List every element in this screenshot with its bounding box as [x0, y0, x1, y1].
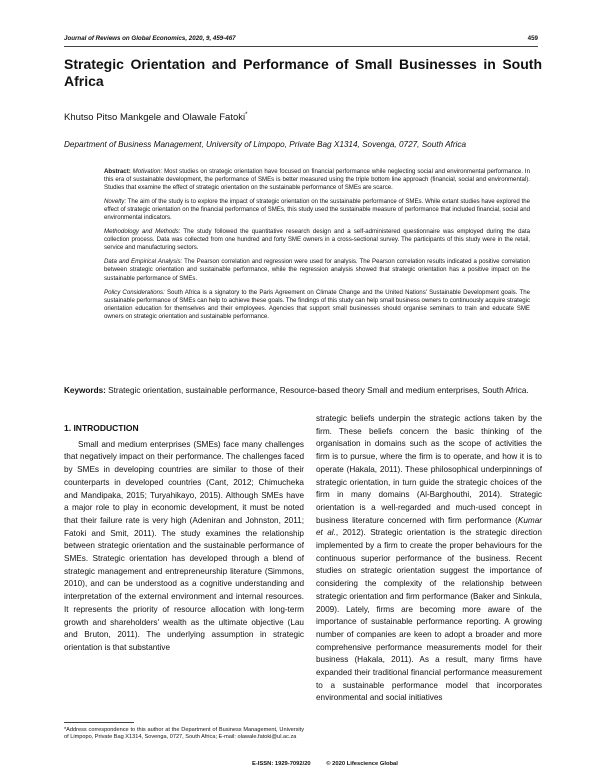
journal-citation: Journal of Reviews on Global Economics, 2020, 9, 459-467: [64, 35, 236, 42]
policy-label: Policy Considerations:: [104, 288, 165, 296]
author-names: Khutso Pitso Mankgele and Olawale Fatoki: [64, 112, 246, 124]
right-column: [316, 413, 542, 705]
header-divider: [64, 46, 538, 47]
keywords-label: Keywords:: [64, 386, 106, 395]
affiliation: Department of Business Management, University of Limpopo, Private Bag X1314, Sovenga, 0727, South Africa: [64, 140, 467, 149]
methods-label: Methodology and Methods:: [104, 228, 181, 236]
body-text-b: , 2012). Strategic orientation is the strategic direction implemented by a firm to create the proper behaviours for the continuous superior performance of the business. Recent studies on strategic orientation suggest the importance of considering the complexity of the relationship between strategic orientation and firm performance (Baker and Sinkula, 2009). Lately, firms are becoming more aware of the importance of sustainable performance reporting. A growing number of companies are keen to adopt a broader and more comprehensive performance measurements model for their business (Hakala, 2011). As a result, many firms have expanded their traditional financial performance measurement to a sustainable performance model that incorporates environmental and social initiatives: [316, 528, 542, 703]
novelty-text: The aim of the study is to explore the impact of strategic orientation on the sustainable performance of SMEs. While extant studies have explored the effect of strategic orientation on the financial performance of SMEs, this study used the sustainable measure of performance that included financial, social and environmental indicators.: [104, 198, 530, 222]
author-line: [64, 112, 247, 123]
novelty-label: Novelty:: [104, 198, 127, 206]
abstract-policy: [104, 289, 530, 321]
methods-text: The study followed the quantitative research design and a self-administered questionnaire was employed during the data collection process. Data was collected from one hundred and forty SME owners in a cross-sectional survey. The participants of this study were in the retail, service and manufacturing sectors.: [104, 228, 530, 252]
citation-italic: Kumar et al.: [316, 515, 542, 538]
running-header: [64, 35, 538, 42]
left-column: [64, 422, 304, 655]
correspondence-footnote: *Address correspondence to this author at the Department of Business Management, University of Limpopo, Private Bag X1314, Sovenga, 0727, South Africa; E-mail: olawale.fatoki@ul.ac.za: [64, 727, 304, 741]
body-text-a: strategic beliefs underpin the strategic actions taken by the firm. These beliefs concern the basic thinking of the organisation in domains such as the scope of activities the firm is to pursue, where the firm is to operate, and how it is to operate (Hakala, 2011). These philosophical underpinnings of strategic orientation, in turn guide the strategic choices of the firm in many domains (Al-Barghouthi, 2014). Strategic orientation is a well-regarded and much-used concept in business literature concerned with firm performance (: [316, 414, 542, 525]
keywords-text: Strategic orientation, sustainable performance, Resource-based theory Small and medium enterprises, South Africa.: [108, 386, 529, 395]
issn: E-ISSN: 1929-7092/20: [252, 761, 311, 767]
motivation-label: Motivation:: [132, 168, 163, 175]
section-heading: 1. INTRODUCTION: [64, 423, 139, 433]
abstract-methods: [104, 228, 530, 252]
corresponding-author-mark: *: [245, 112, 248, 118]
footnote-divider: [64, 722, 134, 723]
abstract-label: Abstract:: [104, 168, 131, 175]
abstract-motivation: [104, 168, 530, 192]
abstract-data-analysis: [104, 258, 530, 282]
data-analysis-label: Data and Empirical Analysis:: [104, 258, 183, 266]
body-paragraph-continued: [316, 413, 542, 705]
motivation-text: Most studies on strategic orientation have focused on financial performance while neglecting social and environmental performance. In this era of sustainable development, the performance of SMEs is better measured using the triple bottom line approach (financial, social and environmental). Studies that examine the effect of strategic orientation on the sustainable performance of SMEs are scarce.: [104, 168, 530, 192]
body-paragraph: Small and medium enterprises (SMEs) face many challenges that negatively impact on their performance. The challenges faced by SMEs in developing countries are similar to those of their counterparts in developed countries (Cant, 2012; Chimucheka and Mandipaka, 2015; Turyahikayo, 2015). Although SMEs have a major role to play in economic development, it must be noted that their failure rate is very high (Adeniran and Johnston, 2011; Fatoki and Smit, 2011). The study examines the relationship between strategic orientation and the sustainable performance of SMEs. Strategic orientation has developed through a blend of strategic management and entrepreneurship literature (Simmons, 2010), and can be understood as a cognitive understanding and interpretation of the external environment and internal resources. It represents the priority of resource allocation with long-term growth and shareholders' wealth as the ultimate objective (Lau and Bruton, 2011). The underlying assumption in strategic orientation is that substantive: [64, 439, 304, 652]
abstract-novelty: [104, 198, 530, 222]
keywords: [64, 386, 542, 397]
paper-title: Strategic Orientation and Performance of Small Businesses in South Africa: [64, 56, 542, 89]
page-number: 459: [527, 35, 538, 42]
page-footer: [252, 761, 412, 767]
copyright: © 2020 Lifescience Global: [326, 761, 398, 767]
policy-text: South Africa is a signatory to the Paris Agreement on Climate Change and the United Nations' Sustainable Development goals. The sustainable performance of SMEs can help to achieve these goals. The findings of this study can help small business owners to continuously acquire strategic orientation education for themselves and their employees. Agencies that support small businesses should organise seminars to train and educate SME owners on strategic orientation and sustainable performance.: [104, 288, 530, 320]
abstract: [104, 168, 530, 327]
data-analysis-text: The Pearson correlation and regression were used for analysis. The Pearson correlation results indicated a positive correlation between strategic orientation and sustainable performance, while the regression analysis showed that strategic orientation has a positive impact on the sustainable performance of SMEs.: [104, 258, 530, 282]
